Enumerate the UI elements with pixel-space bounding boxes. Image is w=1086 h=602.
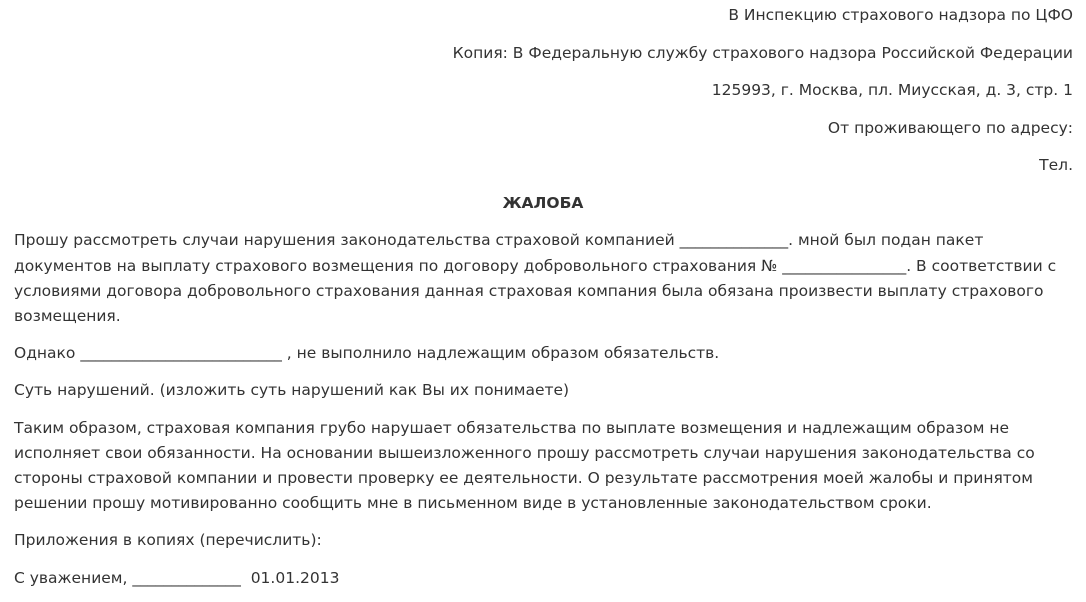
phone-line: Тел. <box>1039 156 1073 174</box>
paragraph-1-line-2: документов на выплату страхового возмещения по договору добровольного страхования № ________________. В соответствии с <box>14 257 1057 275</box>
paragraph-4-line-1: Таким образом, страховая компания грубо нарушает обязательства по выплате возмещения и надлежащим образом не <box>14 419 1010 437</box>
paragraph-4-line-4: решении прошу мотивированно сообщить мне в письменном виде в установленные законодательством сроки. <box>14 494 932 512</box>
paragraph-4-line-3: стороны страховой компании и провести проверку ее деятельности. О результате рассмотрения моей жалобы и принятом <box>14 469 1033 487</box>
paragraph-1-line-1: Прошу рассмотреть случаи нарушения законодательства страховой компанией ______________. мной был подан пакет <box>14 231 984 249</box>
attachments-line: Приложения в копиях (перечислить): <box>14 531 322 549</box>
copy-recipient-line: Копия: В Федеральную службу страхового надзора Российской Федерации <box>452 44 1073 62</box>
paragraph-4-line-2: исполняет свои обязанности. На основании вышеизложенного прошу рассмотреть случаи нарушения законодательства со <box>14 444 1035 462</box>
document-title: ЖАЛОБА <box>502 194 584 212</box>
paragraph-1-line-3: условиями договора добровольного страхования данная страховая компания была обязана произвести выплату страхового <box>14 282 1044 300</box>
paragraph-2: Однако __________________________ , не выполнило надлежащим образом обязательств. <box>14 344 720 362</box>
paragraph-3: Суть нарушений. (изложить суть нарушений как Вы их понимаете) <box>14 381 570 399</box>
sender-address-line: От проживающего по адресу: <box>827 119 1073 137</box>
recipient-line: В Инспекцию страхового надзора по ЦФО <box>728 6 1073 24</box>
address-line: 125993, г. Москва, пл. Миусская, д. 3, стр. 1 <box>711 81 1073 99</box>
signature-line: С уважением, ______________ 01.01.2013 <box>14 569 340 587</box>
paragraph-1-line-4: возмещения. <box>14 307 121 325</box>
